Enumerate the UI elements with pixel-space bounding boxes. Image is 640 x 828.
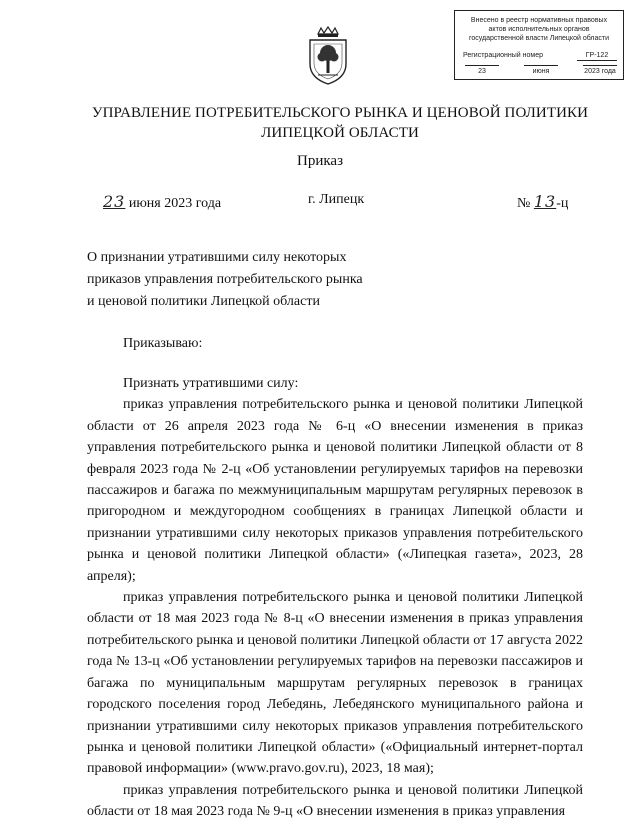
stamp-line-3: государственной власти Липецкой области <box>468 35 609 42</box>
number-value: 13 <box>533 192 557 211</box>
recognize-line: Признать утратившими силу: <box>123 376 299 391</box>
stamp-line-2: актов исполнительных органов <box>488 26 590 33</box>
date-rest: июня 2023 года <box>128 196 222 211</box>
order-word <box>87 333 583 354</box>
document-type: Приказ <box>296 153 343 169</box>
stamp-reg-row <box>463 51 617 61</box>
coat-of-arms-icon <box>304 26 352 86</box>
document-subject <box>87 247 407 313</box>
subject-line-3: и ценовой политики Липецкой области <box>87 294 320 309</box>
subject-line-1: О признании утратившими силу некоторых <box>87 250 347 265</box>
organization-name <box>60 103 620 143</box>
document-body <box>87 373 583 823</box>
stamp-reg-number: ГР-122 <box>577 51 617 61</box>
order-word-text: Приказываю: <box>123 336 203 351</box>
document-city: г. Липецк <box>308 192 365 207</box>
stamp-reg-label: Регистрационный номер <box>463 52 543 59</box>
date-day: 23 <box>103 192 126 211</box>
stamp-year: 2023 года <box>583 65 617 76</box>
body-paragraph-1: приказ управления потребительского рынка и ценовой политики Липецкой области от 26 апреля 2023 года № 6-ц «О внесении изменения в приказ управления потребительского рынка и ценовой политики Липецкой области от 8 февраля 2023 года № 2-ц «Об установлении регулируемых тарифов на перевозки пассажиров и багажа по межмуниципальным маршрутам регулярных перевозок в пригородном и междугородном сообщениях в границах Липецкой области и признании утратившими силу некоторых приказов управления потребительского рынка и ценовой политики Липецкой области» («Липецкая газета», 2023, 28 апреля); <box>87 397 583 584</box>
document-number <box>517 192 568 212</box>
stamp-line-1: Внесено в реестр нормативных правовых <box>470 17 608 24</box>
document-date <box>103 192 221 212</box>
number-suffix: -ц <box>556 196 569 211</box>
body-paragraph-2: приказ управления потребительского рынка и ценовой политики Липецкой области от 18 мая 2023 года № 8-ц «О внесении изменения в приказ управления потребительского рынка и ценовой политики Липецкой области от 17 августа 2022 года № 13-ц «Об установлении регулируемых тарифов на перевозки пассажиров и багажа по муниципальным маршрутам регулярных перевозок в границах городского поселения город Лебедянь, Лебедянского муниципального района и признании утратившими силу некоторых приказов управления потребительского рынка и ценовой политики Липецкой области» («Официальный интернет-портал правовой информации» (www.pravo.gov.ru), 2023, 18 мая); <box>87 590 583 777</box>
number-prefix: № <box>517 196 531 211</box>
subject-line-2: приказов управления потребительского рынка <box>87 272 363 287</box>
body-paragraph-3: приказ управления потребительского рынка и ценовой политики Липецкой области от 18 мая 2023 года № 9-ц «О внесении изменения в приказ управления <box>87 782 583 820</box>
stamp-day: 23 <box>465 65 499 76</box>
org-line-2: ЛИПЕЦКОЙ ОБЛАСТИ <box>261 125 419 141</box>
registry-stamp <box>454 10 624 80</box>
org-line-1: УПРАВЛЕНИЕ ПОТРЕБИТЕЛЬСКОГО РЫНКА И ЦЕНОВОЙ ПОЛИТИКИ <box>91 105 589 121</box>
stamp-date-row <box>465 65 617 76</box>
stamp-month: июня <box>524 65 558 76</box>
